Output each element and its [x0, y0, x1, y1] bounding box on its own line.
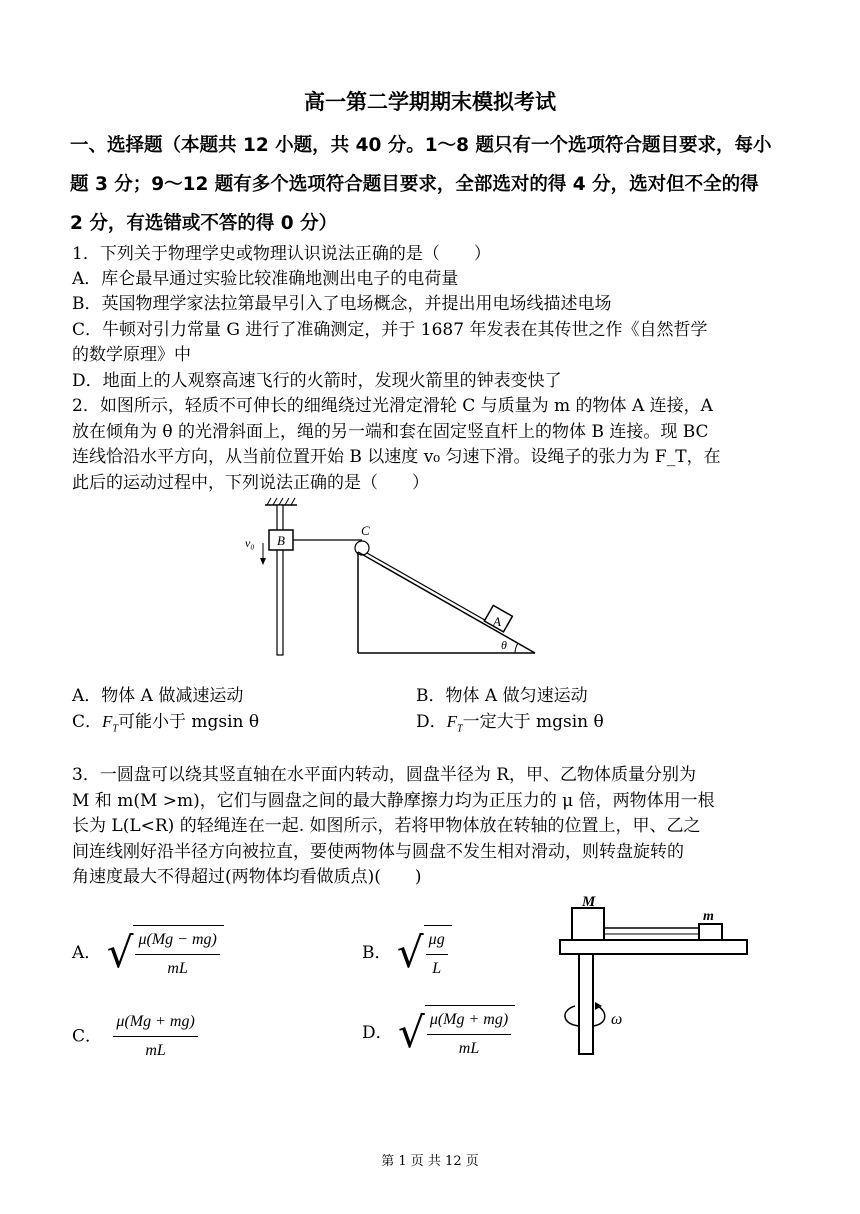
section-line-1: 一、选择题（本题共 12 小题，共 40 分。1～8 题只有一个选项符合题目要求，每小	[70, 135, 772, 156]
tension-subscript: T	[112, 723, 118, 735]
q3-option-c	[72, 1010, 198, 1063]
velocity-arrowhead	[260, 558, 266, 565]
q2-option-d-label: D．	[416, 712, 447, 732]
q2-option-d	[416, 710, 604, 741]
fraction-numerator: μ(Mg + mg)	[113, 1010, 197, 1037]
q3-option-b-label: B．	[362, 943, 392, 963]
q3-option-b	[362, 925, 452, 981]
page-footer: 第 1 页 共 12 页	[381, 1154, 479, 1169]
theta-label: θ	[501, 638, 507, 652]
q2-stem-line3: 连线恰沿水平方向，从当前位置开始 B 以速度 v₀ 匀速下滑。设绳子的张力为 F_T，在	[72, 447, 721, 467]
fraction-numerator: μ(Mg − mg)	[135, 928, 219, 955]
fraction-denominator: L	[432, 960, 442, 977]
q2-option-c-label: C．	[72, 712, 103, 732]
q2-pulley-diagram	[235, 495, 545, 660]
ceiling-hatch	[267, 498, 295, 505]
section-line-2: 题 3 分；9～12 题有多个选项符合题目要求，全部选对的得 4 分，选对但不全的得	[70, 174, 759, 195]
block-b-label: B	[277, 533, 285, 548]
q2-stem-line1: 2．如图所示，轻质不可伸长的细绳绕过光滑定滑轮 C 与质量为 m 的物体 A 连接，A	[72, 396, 713, 416]
q3-option-a	[72, 925, 224, 981]
tension-symbol: F	[446, 712, 458, 731]
rotation-shaft	[579, 954, 593, 1054]
fraction-denominator: mL	[145, 1042, 166, 1059]
q1-option-b: B．英国物理学家法拉第最早引入了电场概念，并提出用电场线描述电场	[72, 294, 612, 314]
incline-slope	[358, 552, 535, 653]
fraction-denominator: mL	[458, 1040, 480, 1057]
page-title: 高一第二学期期末模拟考试	[304, 90, 556, 114]
q1-option-c-line1: C．牛顿对引力常量 G 进行了准确测定，并于 1687 年发表在其传世之作《自然哲学	[72, 320, 708, 340]
sqrt-expression: √ $\frac{\mu(Mg - mg)}{mL}$	[107, 925, 224, 981]
q1-stem: 1．下列关于物理学史或物理认识说法正确的是（ ）	[72, 244, 491, 264]
q2-option-c-text: 可能小于 mgsin θ	[117, 712, 260, 732]
q2-option-d-text: 一定大于 mgsin θ	[462, 712, 604, 732]
sqrt-expression: √ $\frac{\mu(Mg + mg)}{mL}$	[398, 1005, 515, 1061]
q3-stem-line2: M 和 m(M >m)，它们与圆盘之间的最大静摩擦力均为正压力的 μ 倍，两物体用一根	[72, 791, 715, 811]
fraction-numerator: μ(Mg + mg)	[427, 1008, 511, 1035]
tension-symbol: F	[102, 712, 113, 731]
mass-big-label: M	[582, 894, 596, 910]
q3-disk-diagram	[555, 888, 755, 1058]
fraction-numerator: μg	[426, 928, 448, 955]
tension-subscript: T	[457, 723, 463, 735]
block-a-label: A	[493, 614, 501, 629]
q2-option-c	[72, 710, 259, 741]
fraction-denominator: mL	[167, 960, 188, 977]
q1-option-a: A．库仑最早通过实验比较准确地测出电子的电荷量	[72, 269, 459, 289]
turntable-disk	[560, 940, 747, 954]
q3-stem-line4: 间连线刚好沿半径方向被拉直，要使两物体与圆盘不发生相对滑动，则转盘旋转的	[72, 842, 684, 862]
vertical-rod	[277, 505, 283, 655]
q3-option-c-label: C．	[72, 1026, 103, 1047]
q3-stem-line1: 3．一圆盘可以绕其竖直轴在水平面内转动，圆盘半径为 R，甲、乙物体质量分别为	[72, 765, 697, 785]
sqrt-expression: √ $\frac{\mu g}{L}$	[397, 925, 452, 981]
q2-option-a: A．物体 A 做减速运动	[72, 686, 244, 706]
q1-option-c-line2: 的数学原理》中	[72, 345, 191, 365]
section-line-3: 2 分，有选错或不答的得 0 分）	[70, 213, 338, 234]
q3-option-a-label: A．	[72, 943, 102, 963]
q2-option-b: B．物体 A 做匀速运动	[416, 686, 588, 706]
rope-slope	[367, 553, 490, 623]
omega-label: ω	[611, 1011, 623, 1028]
q1-option-d: D．地面上的人观察高速飞行的火箭时，发现火箭里的钟表变快了	[72, 371, 562, 391]
theta-arc	[515, 643, 518, 653]
mass-small-block	[699, 924, 722, 940]
q3-stem-line5: 角速度最大不得超过(两物体均看做质点)( )	[72, 867, 422, 887]
velocity-label: v₀	[245, 536, 255, 550]
mass-big-block	[572, 908, 604, 940]
q3-stem-line3: 长为 L(L<R) 的轻绳连在一起. 如图所示，若将甲物体放在转轴的位置上，甲、乙之	[72, 816, 701, 836]
pulley-c	[355, 541, 369, 555]
q3-option-d-label: D．	[362, 1023, 393, 1043]
section-header	[70, 126, 795, 243]
q2-stem-line4: 此后的运动过程中，下列说法正确的是（ ）	[72, 473, 429, 493]
q3-option-d	[362, 1005, 515, 1061]
q2-stem-line2: 放在倾角为 θ 的光滑斜面上，绳的另一端和套在固定竖直杆上的物体 B 连接。现 BC	[72, 422, 709, 442]
pulley-c-label: C	[361, 523, 370, 538]
mass-small-label: m	[703, 909, 714, 924]
